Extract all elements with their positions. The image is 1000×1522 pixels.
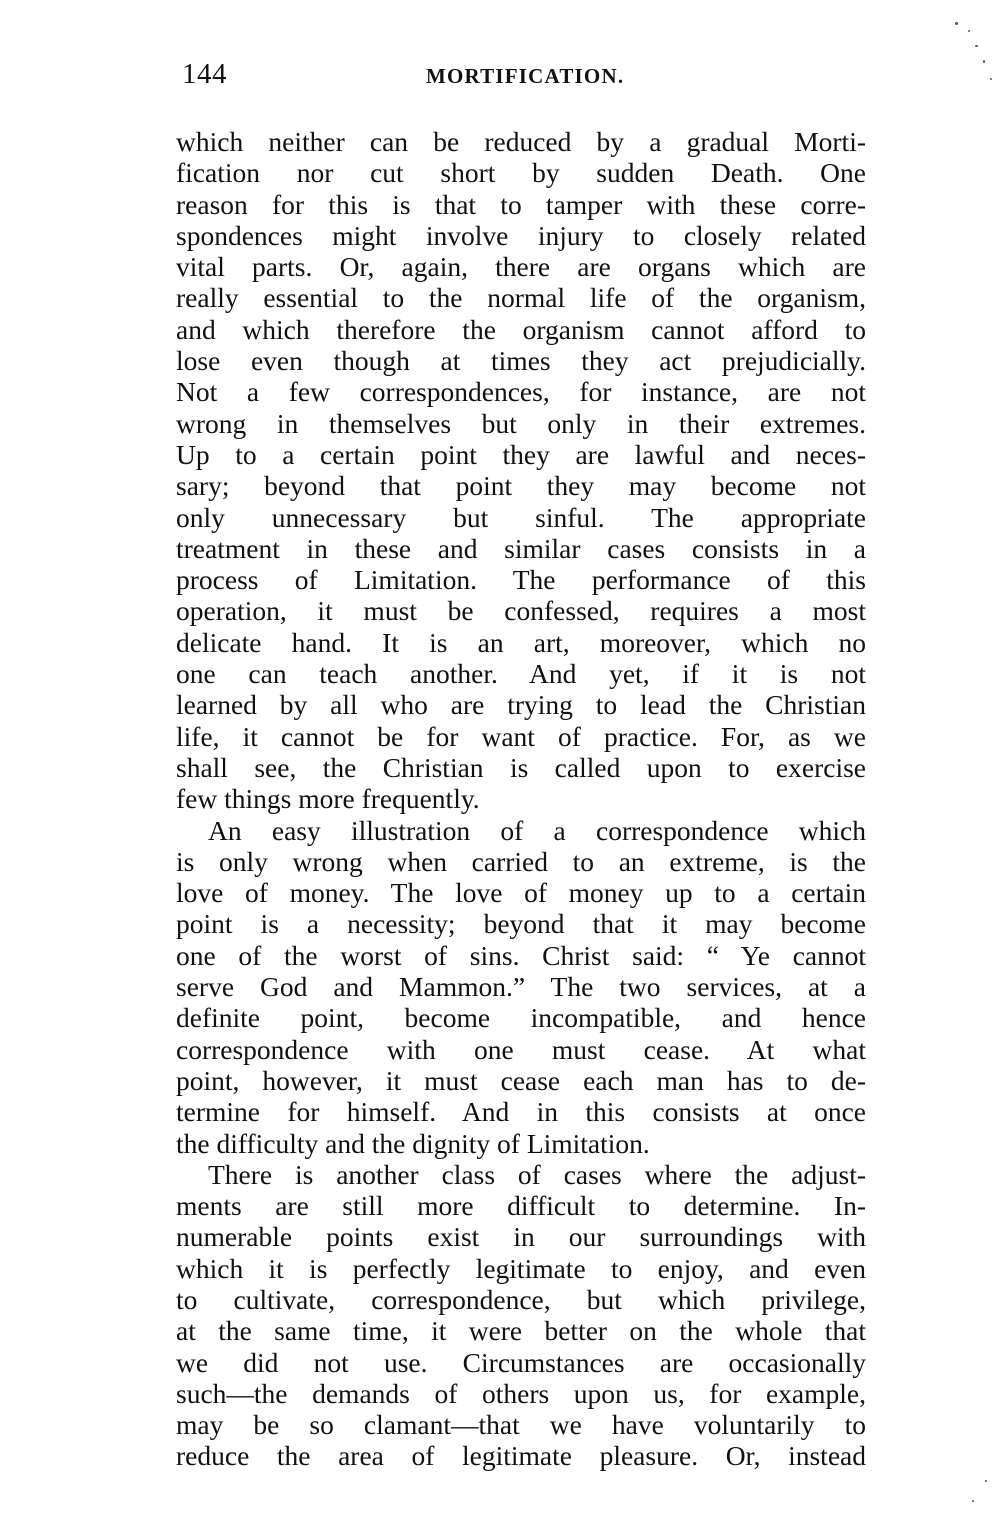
text-line-paragraph-start: There is another class of cases where the adjust- — [208, 1158, 866, 1190]
text-line: wrong in themselves but only in their extremes. — [176, 407, 866, 439]
text-line: is only wrong when carried to an extreme, is the — [176, 845, 866, 877]
scan-speck — [990, 78, 992, 80]
scan-speck — [975, 45, 978, 47]
scan-speck — [955, 22, 958, 25]
scan-speck — [972, 1500, 974, 1502]
text-line: correspondence with one must cease. At what — [176, 1033, 866, 1065]
running-title: MORTIFICATION. — [426, 64, 625, 88]
text-line: fication nor cut short by sudden Death. One — [176, 157, 866, 189]
text-line: learned by all who are trying to lead the Christian — [176, 689, 866, 721]
page-number: 144 — [182, 58, 227, 90]
text-line: which neither can be reduced by a gradual Morti- — [176, 126, 866, 157]
text-line: numerable points exist in our surroundings with — [176, 1221, 866, 1253]
text-line: one of the worst of sins. Christ said: “ Ye cannot — [176, 939, 866, 971]
text-line: life, it cannot be for want of practice. For, as we — [176, 720, 866, 752]
text-line: point is a necessity; beyond that it may become — [176, 908, 866, 940]
text-line: Up to a certain point they are lawful and neces- — [176, 438, 866, 470]
text-line: we did not use. Circumstances are occasionally — [176, 1346, 866, 1378]
text-line: point, however, it must cease each man has to de- — [176, 1064, 866, 1096]
text-line: really essential to the normal life of the organism, — [176, 282, 866, 314]
text-line: definite point, become incompatible, and hence — [176, 1002, 866, 1034]
text-line: which it is perfectly legitimate to enjoy, and even — [176, 1252, 866, 1284]
text-line: such—the demands of others upon us, for example, — [176, 1377, 866, 1409]
text-line: Not a few correspondences, for instance, are not — [176, 376, 866, 408]
text-line-paragraph-end: few things more frequently. — [176, 783, 480, 815]
text-line: termine for himself. And in this consists at once — [176, 1096, 866, 1128]
scan-speck — [968, 30, 970, 32]
text-line: operation, it must be confessed, requires a most — [176, 595, 866, 627]
body-text — [176, 126, 866, 1472]
text-line: reduce the area of legitimate pleasure. Or, instead — [176, 1440, 866, 1472]
text-line: vital parts. Or, again, there are organs which are — [176, 251, 866, 283]
text-line-paragraph-start: An easy illustration of a correspondence which — [208, 814, 866, 846]
text-line: lose even though at times they act prejudicially. — [176, 345, 866, 377]
text-line: one can teach another. And yet, if it is not — [176, 658, 866, 690]
text-line: may be so clamant—that we have voluntarily to — [176, 1409, 866, 1441]
scan-speck — [985, 1480, 987, 1482]
text-line: serve God and Mammon.” The two services, at a — [176, 971, 866, 1003]
text-line: treatment in these and similar cases consists in a — [176, 532, 866, 564]
text-line: love of money. The love of money up to a certain — [176, 877, 866, 909]
page-header — [176, 58, 866, 98]
text-line: to cultivate, correspondence, but which privilege, — [176, 1283, 866, 1315]
text-line: ments are still more difficult to determine. In- — [176, 1190, 866, 1222]
text-line: reason for this is that to tamper with these corre- — [176, 188, 866, 220]
text-line: process of Limitation. The performance of this — [176, 564, 866, 596]
text-line: at the same time, it were better on the whole that — [176, 1315, 866, 1347]
text-line: delicate hand. It is an art, moreover, which no — [176, 626, 866, 658]
scan-speck — [983, 60, 985, 63]
text-line-paragraph-end: the difficulty and the dignity of Limitation. — [176, 1127, 650, 1159]
text-line: shall see, the Christian is called upon to exercise — [176, 751, 866, 783]
text-line: sary; beyond that point they may become not — [176, 470, 866, 502]
text-line: only unnecessary but sinful. The appropriate — [176, 501, 866, 533]
text-line: and which therefore the organism cannot afford to — [176, 313, 866, 345]
text-line: spondences might involve injury to closely related — [176, 219, 866, 251]
